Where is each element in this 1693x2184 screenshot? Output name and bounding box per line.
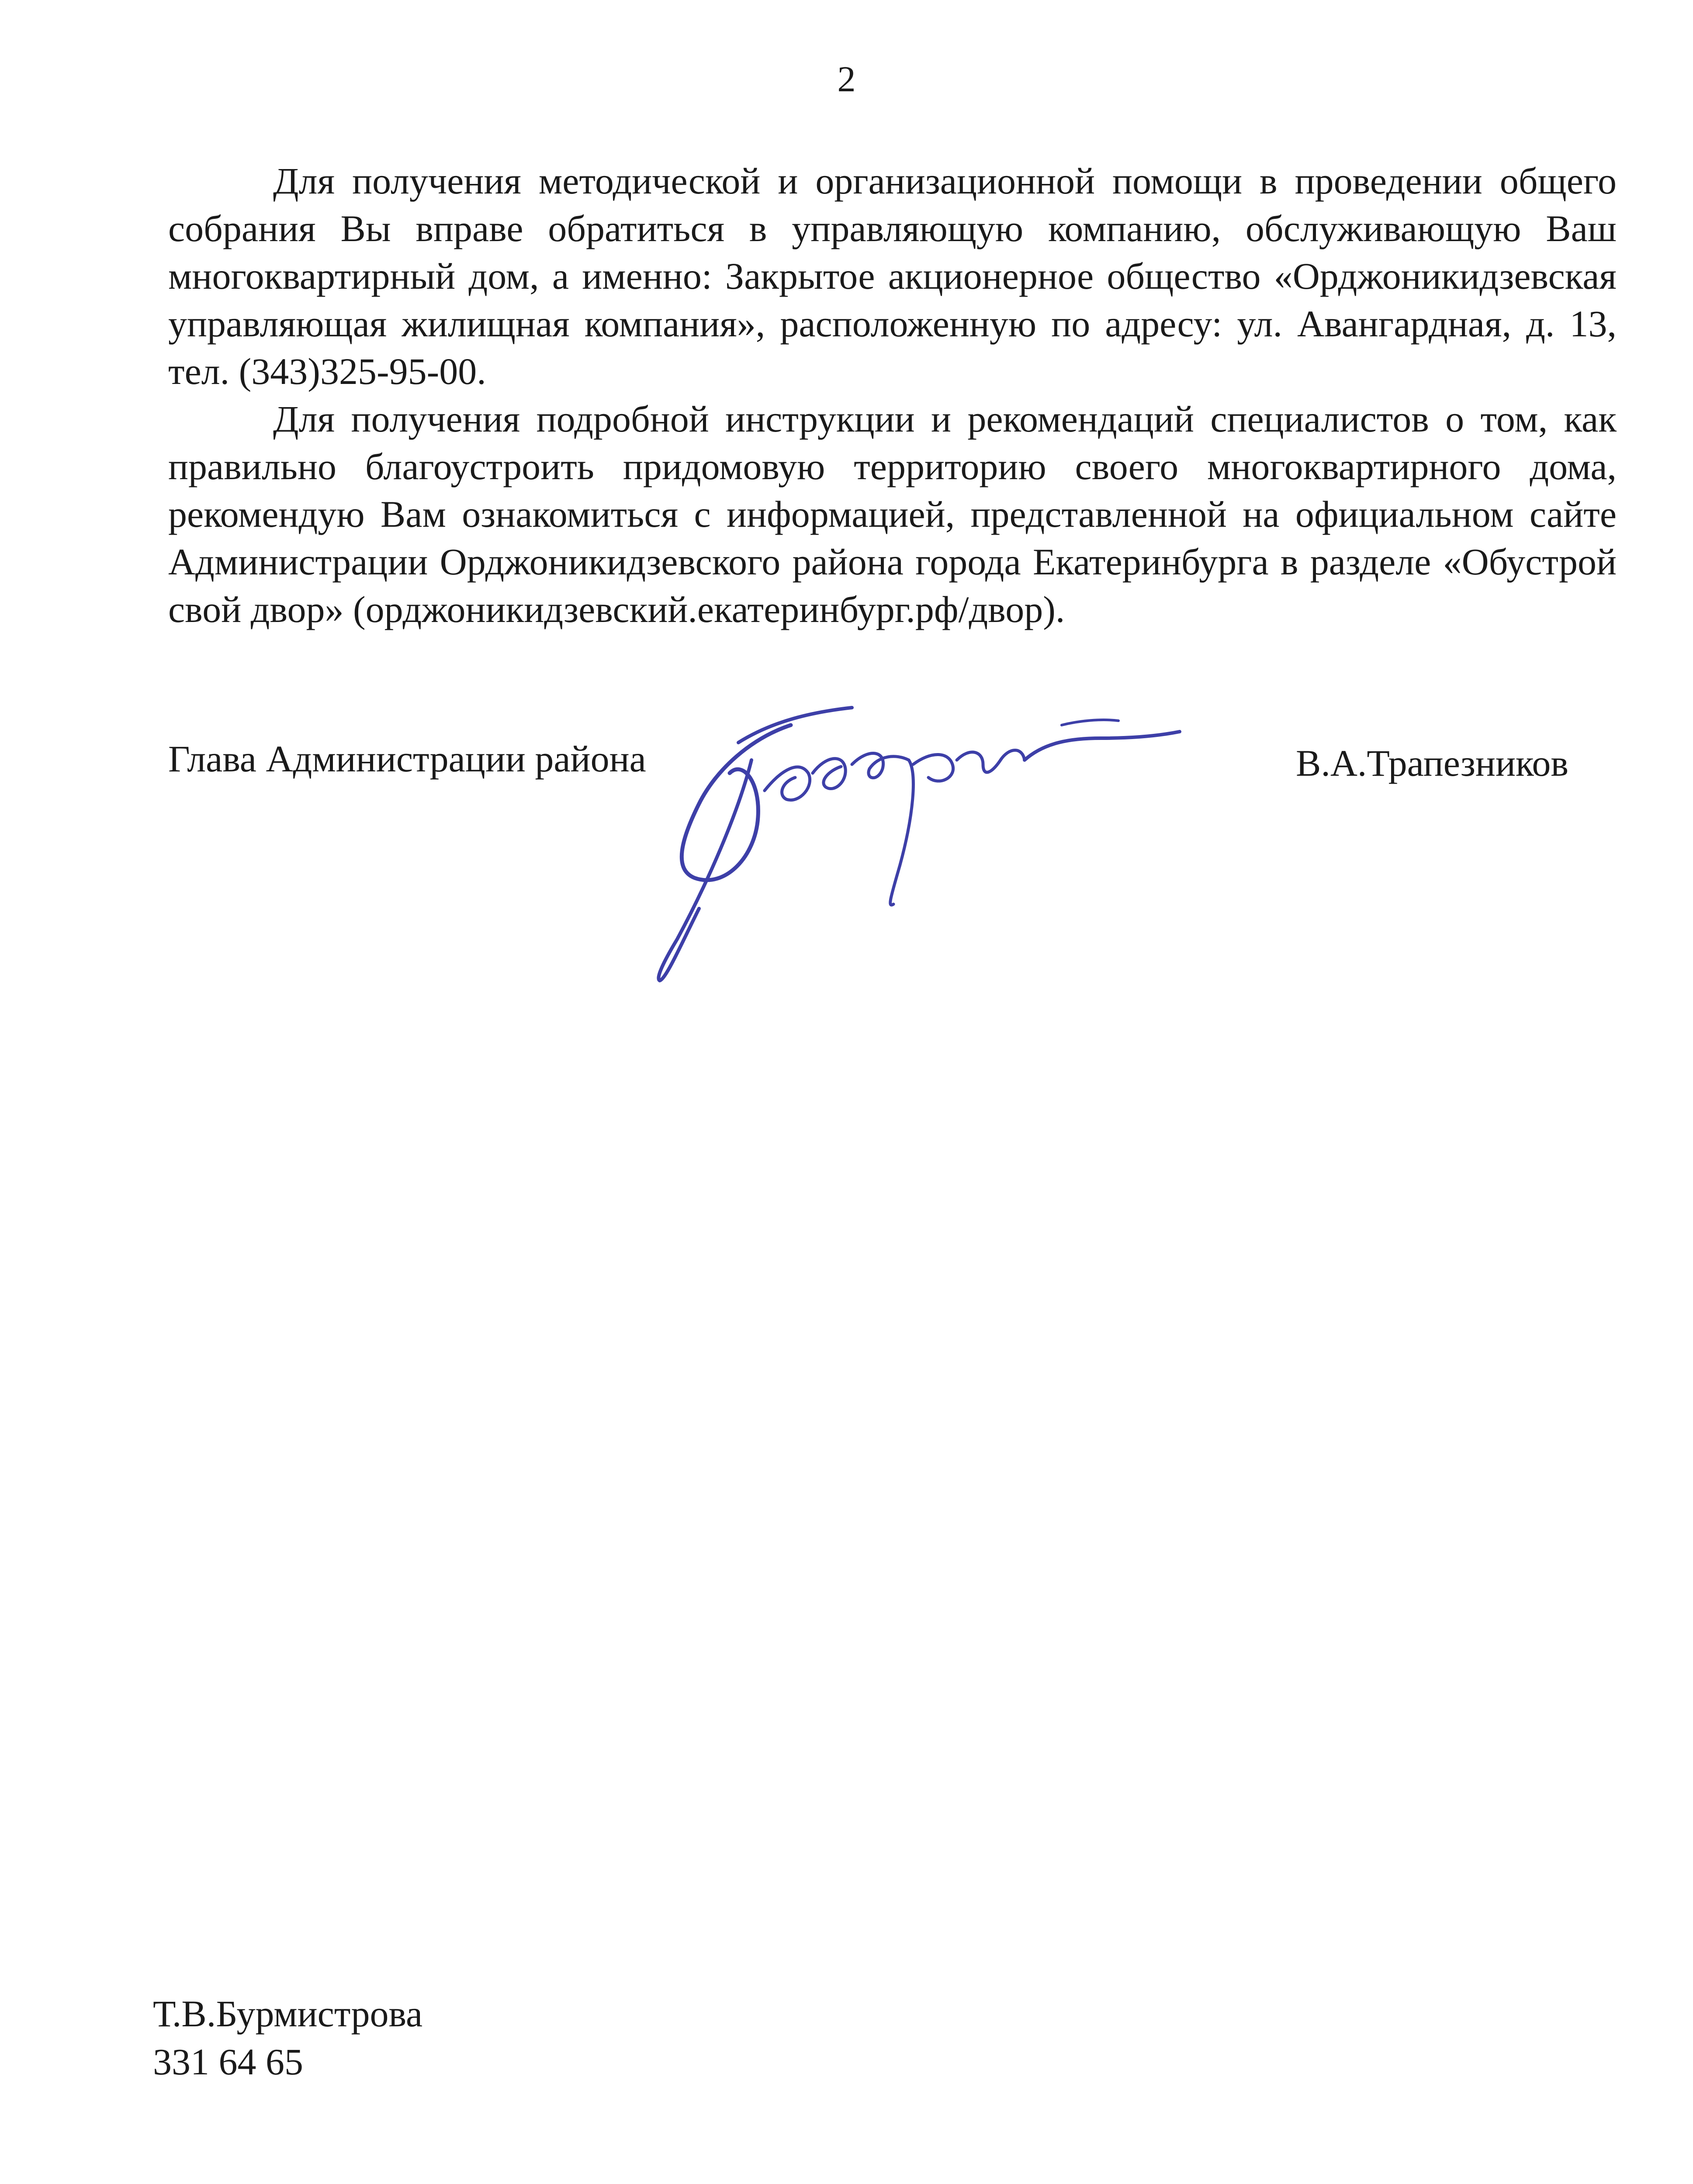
executor-name: Т.В.Бурмистрова xyxy=(153,1993,423,2035)
letter-body xyxy=(168,157,1617,633)
executor-phone: 331 64 65 xyxy=(153,2041,303,2083)
page-number: 2 xyxy=(837,59,856,100)
paragraph-management-company: Для получения методической и организационной помощи в проведении общего собрания Вы вправе обратиться в управляющую компанию, обслуживающую Ваш многоквартирный дом, а именно: Закрытое акционерное общество «Орджоникидзевская управляющая жилищная компания», расположенную по адресу: ул. Авангардная, д. 13, тел. (343)325-95-00. xyxy=(168,160,1617,392)
paragraph-yard-improvement: Для получения подробной инструкции и рекомендаций специалистов о том, как правильно благоустроить придомовую территорию своего многоквартирного дома, рекомендую Вам ознакомиться с информацией, представленной на официальном сайте Администрации Орджоникидзевского района города Екатеринбурга в разделе «Обустрой свой двор» (орджоникидзевский.екатеринбург.рф/двор). xyxy=(168,398,1617,630)
signer-name: В.А.Трапезников xyxy=(1295,742,1568,784)
handwritten-signature-icon xyxy=(607,673,1245,987)
executor-block xyxy=(153,1990,422,2086)
signer-position: Глава Администрации района xyxy=(168,738,646,780)
